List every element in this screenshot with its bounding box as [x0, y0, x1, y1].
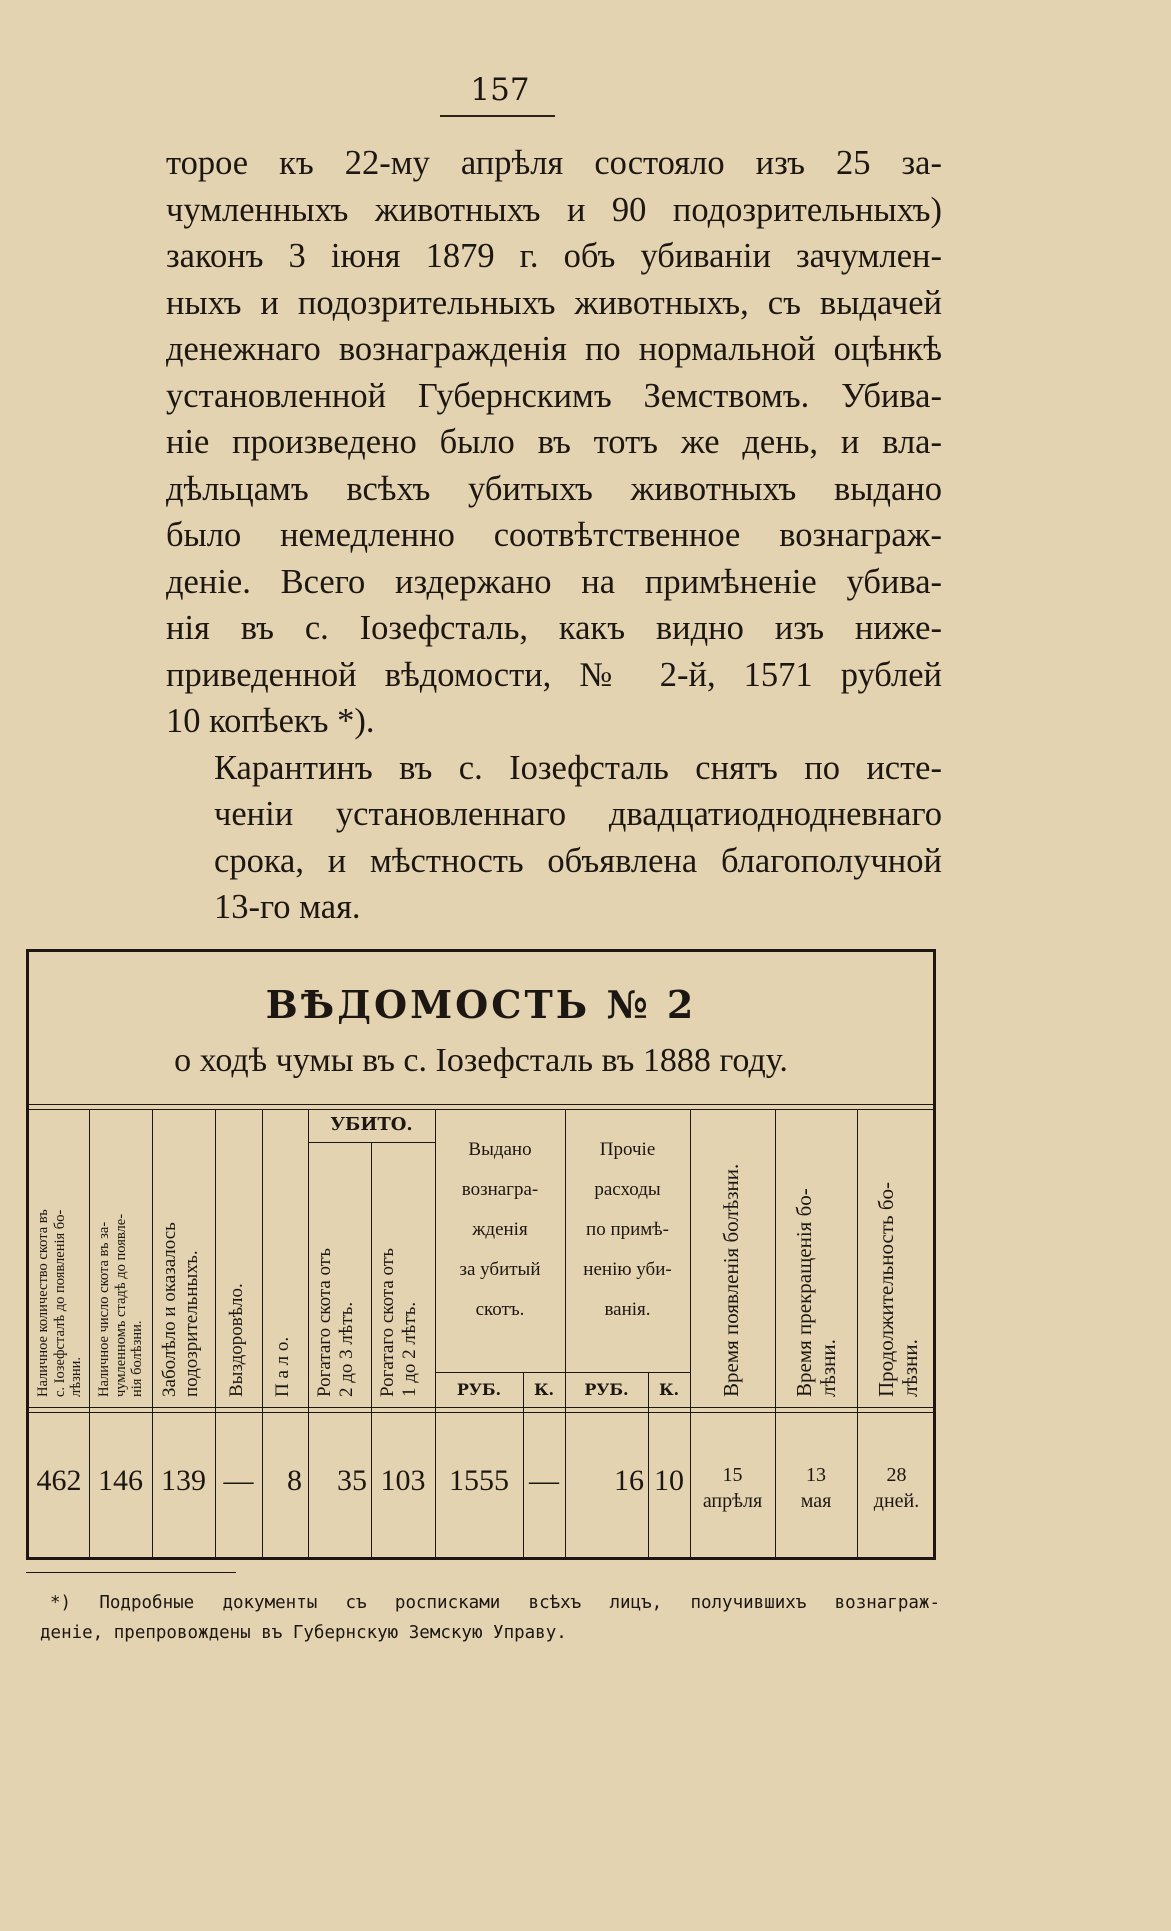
- cell-died: 8: [287, 1464, 302, 1497]
- header-other-expenses: Прочіе расходы по примѣ- ненію уби- ванія.: [583, 1139, 672, 1320]
- header-cattle-herd: Наличное число скота въ за- чумленномъ стадѣ до появле- нія болѣзни.: [96, 1213, 146, 1397]
- header-killed-1-2: Рогатаго скота отъ 1 до 2 лѣтъ.: [377, 1248, 420, 1397]
- text-line: торое къ 22-му апрѣля состояло изъ 25 за-: [166, 144, 942, 182]
- cell-other-kop: 10: [654, 1464, 684, 1497]
- footnote-rule: [26, 1572, 236, 1573]
- text-line: Карантинъ въ с. Іозефсталь снятъ по исте-: [214, 748, 942, 787]
- cell-recovered: —: [223, 1464, 254, 1497]
- table-subtitle: о ходѣ чумы въ с. Іозефсталь въ 1888 году.: [174, 1042, 788, 1079]
- text-line: ченіи установленнаго двадцатиоднодневнаго: [214, 795, 942, 833]
- cell-killed-1-2: 103: [380, 1464, 426, 1497]
- text-line: дѣльцамъ всѣхъ убитыхъ животныхъ выдано: [166, 469, 942, 508]
- text-line: денежнаго вознагражденія по нормальной оцѣнкѣ: [166, 330, 942, 368]
- cell-compensation-kop: —: [529, 1464, 559, 1497]
- header-onset: Время появленія болѣзни.: [719, 1163, 743, 1397]
- unit-rub: РУБ.: [456, 1380, 502, 1399]
- body-text: [166, 140, 942, 931]
- cell-duration: 28 дней.: [873, 1464, 920, 1512]
- header-compensation: Выдано вознагра- жденія за убитый скотъ.: [459, 1139, 541, 1320]
- paragraph-2: [166, 745, 942, 931]
- text-line: приведенной вѣдомости, № 2-й, 1571 рублей: [166, 655, 942, 694]
- header-killed-2-3: Рогатаго скота отъ 2 до 3 лѣтъ.: [314, 1248, 357, 1397]
- header-recovered: Выздоровѣло.: [226, 1283, 247, 1397]
- text-line: ніе произведено было въ тотъ же день, и вла-: [166, 423, 942, 461]
- cell-fell-ill: 139: [161, 1464, 206, 1497]
- page-number-rule: [440, 115, 555, 117]
- statement-table: [26, 949, 936, 1560]
- table-title: ВѢДОМОСТЬ № 2: [265, 982, 697, 1027]
- footnote: [40, 1588, 940, 1648]
- text-line: срока, и мѣстность объявлена благополучной: [214, 841, 942, 880]
- cell-village-cattle: 462: [36, 1464, 82, 1497]
- title-rule-2: [29, 1109, 933, 1110]
- footnote-line: *) Подробные документы съ росписками всѣхъ лицъ, получившихъ вознаграж-: [50, 1593, 940, 1613]
- text-line: законъ 3 іюня 1879 г. объ убиваніи зачумлен-: [166, 237, 942, 275]
- text-line: нія въ с. Іозефсталь, какъ видно изъ ниже-: [166, 609, 942, 647]
- text-line: было немедленно соотвѣтственное вознаграж-: [166, 516, 942, 554]
- header-cattle-village: Наличное количество скота въ с. Іозефсталѣ до появленія бо- лѣзни.: [35, 1209, 85, 1397]
- units-rule: [435, 1372, 690, 1373]
- cell-herd-cattle: 146: [98, 1464, 143, 1497]
- cell-compensation-rub: 1555: [449, 1464, 509, 1497]
- paragraph-1: [166, 140, 942, 745]
- unit-kop: К.: [658, 1380, 680, 1399]
- cell-other-rub: 16: [614, 1464, 644, 1497]
- cell-onset: 15 апрѣля: [702, 1464, 763, 1512]
- header-fell-ill: Заболѣло и оказалось подозрительныхъ.: [159, 1222, 202, 1397]
- killed-rule: [308, 1142, 435, 1143]
- header-killed: УБИТО.: [330, 1114, 413, 1135]
- text-line: установленной Губернскимъ Земствомъ. Убива-: [166, 376, 942, 415]
- text-line: ныхъ и подозрительныхъ животныхъ, съ выдачей: [166, 283, 942, 322]
- header-died: П а л о.: [272, 1336, 293, 1397]
- title-rule: [29, 1104, 933, 1105]
- text-line: деніе. Всего издержано на примѣненіе убива-: [166, 562, 942, 601]
- header-duration: Продолжительность бо- лѣзни.: [874, 1181, 923, 1397]
- header-end: Время прекращенія бо- лѣзни.: [792, 1188, 841, 1397]
- header-rule: [29, 1407, 933, 1408]
- footnote-line: деніе, препровождены въ Губернскую Земскую Управу.: [40, 1623, 567, 1643]
- text-line: чумленныхъ животныхъ и 90 подозрительныхъ): [166, 190, 942, 229]
- cell-killed-2-3: 35: [337, 1464, 367, 1497]
- unit-rub: РУБ.: [584, 1380, 629, 1399]
- page-number: 157: [470, 72, 530, 108]
- text-line: 10 копѣекъ *).: [166, 702, 375, 740]
- text-line: 13-го мая.: [214, 888, 361, 926]
- header-rule-2: [29, 1412, 933, 1413]
- unit-kop: К.: [533, 1380, 555, 1399]
- cell-end: 13 мая: [800, 1464, 832, 1512]
